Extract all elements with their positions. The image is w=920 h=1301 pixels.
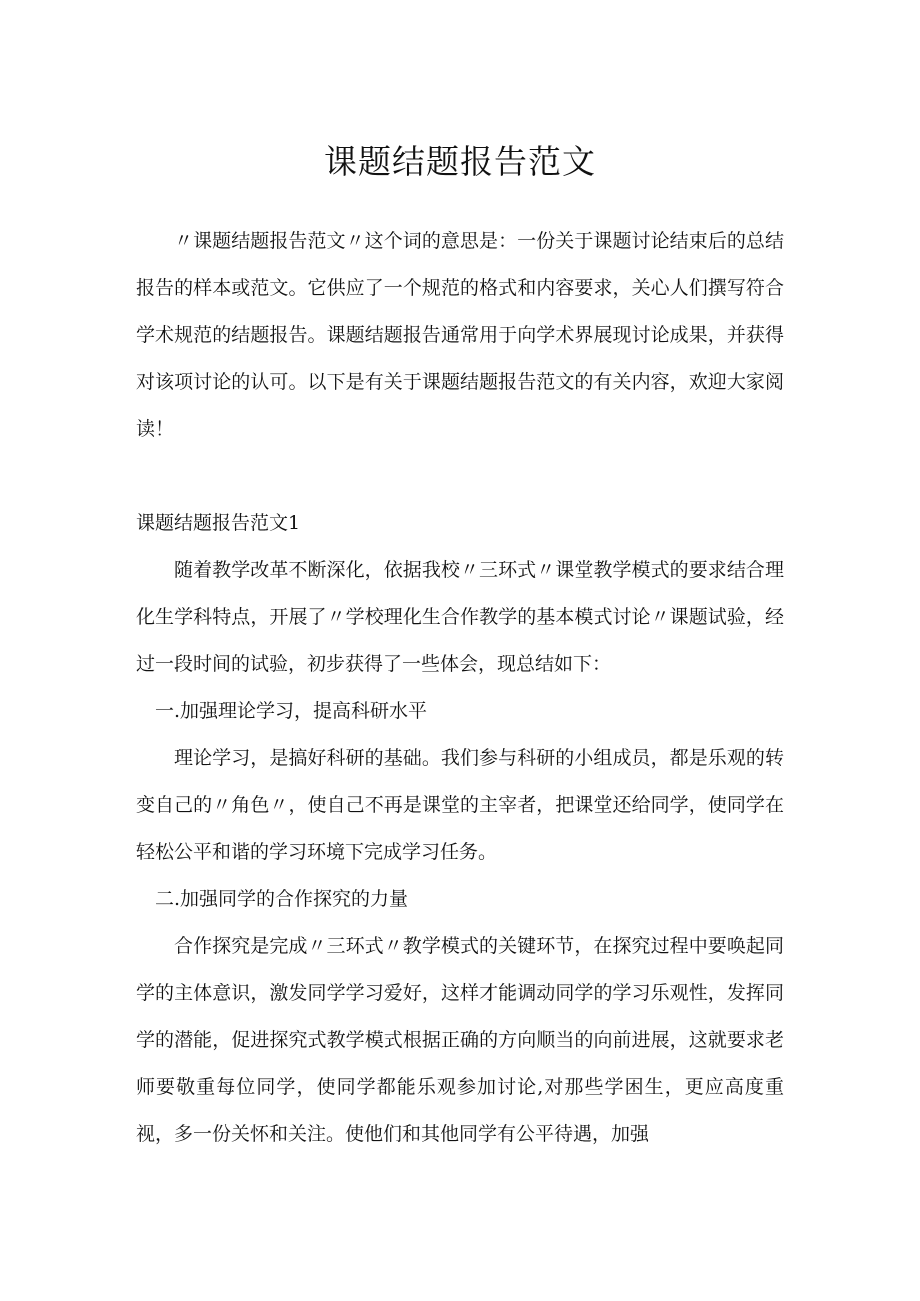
sub-heading-1: 一.加强理论学习，提高科研水平 (155, 700, 428, 722)
body-paragraph-3: 合作探究是完成〃三环式〃教学模式的关键环节，在探究过程中要唤起同学的主体意识，激发同学学习爱好，这样才能调动同学的学习乐观性，发挥同学的潜能，促进探究式教学模式根据正确的方向顺当的向前进展，这就要求老师要敬重每位同学，使同学都能乐观参加讨论,对那些学困生，更应高度重视，多一份关怀和关注。使他们和其他同学有公平待遇，加强 (136, 935, 784, 1145)
body-paragraph-2: 理论学习，是搞好科研的基础。我们参与科研的小组成员，都是乐观的转变自己的〃角色〃，使自己不再是课堂的主宰者，把课堂还给同学，使同学在轻松公平和谐的学习环境下完成学习任务。 (136, 747, 784, 863)
body-paragraph-1: 随着教学改革不断深化，依据我校〃三环式〃课堂教学模式的要求结合理化生学科特点，开展了〃学校理化生合作教学的基本模式讨论〃课题试验，经过一段时间的试验，初步获得了一些体会，现总结如下： (136, 559, 784, 675)
intro-paragraph: 〃课题结题报告范文〃这个词的意思是：一份关于课题讨论结束后的总结报告的样本或范文。它供应了一个规范的格式和内容要求，关心人们撰写符合学术规范的结题报告。课题结题报告通常用于向学术界展现讨论成果，并获得对该项讨论的认可。以下是有关于课题结题报告范文的有关内容，欢迎大家阅读！ (136, 230, 784, 440)
document-body (136, 218, 784, 1158)
sub-heading-2: 二.加强同学的合作探究的力量 (155, 888, 409, 910)
page-title: 课题结题报告范文 (324, 142, 596, 181)
section-title: 课题结题报告范文1 (136, 512, 301, 534)
